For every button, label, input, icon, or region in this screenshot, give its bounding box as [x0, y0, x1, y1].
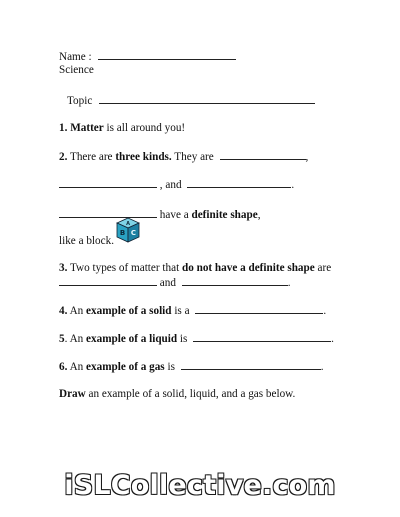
q5-bold: example of a liquid [86, 333, 178, 345]
name-blank[interactable] [98, 49, 236, 60]
question-1 [59, 121, 185, 135]
cube-letter-top: A [126, 221, 130, 227]
name-label: Name : [59, 51, 92, 63]
draw-text: an example of a solid, liquid, and a gas below. [85, 388, 296, 400]
q3-blank-2[interactable] [182, 275, 288, 286]
q2-bold: three kinds. [115, 151, 172, 163]
q2-pre: There are [67, 151, 116, 163]
q4-number: 4. [59, 305, 68, 317]
q2-number: 2. [59, 151, 68, 163]
q1-bold: Matter [70, 122, 104, 134]
definite-shape-post: , [257, 209, 261, 221]
q6-bold: example of a gas [86, 361, 165, 373]
q4-period: . [323, 305, 327, 317]
q2-comma: , [305, 151, 309, 163]
q2-blank-3[interactable] [187, 177, 291, 188]
q5-blank[interactable] [193, 331, 331, 342]
q6-pre: An [67, 361, 87, 373]
letter-block-icon [115, 216, 141, 244]
q2-period: . [291, 179, 295, 191]
q3-bold: do not have a definite shape [181, 262, 315, 274]
question-6 [59, 359, 324, 374]
q5-post: is [177, 333, 188, 345]
q2-blank-1[interactable] [220, 149, 306, 160]
cube-letter-right: C [130, 229, 137, 237]
definite-shape-bold: definite shape [191, 209, 258, 221]
q5-period: . [331, 333, 334, 345]
q3-blank-1[interactable] [59, 275, 157, 286]
definite-shape-line [59, 207, 260, 222]
q1-number: 1. [59, 122, 68, 134]
watermark-logo: iSLCollective.com [64, 470, 336, 501]
draw-instruction [59, 387, 295, 401]
subject-line: Science [59, 64, 94, 76]
q3-and: and [159, 277, 176, 289]
q4-bold: example of a solid [86, 305, 172, 317]
question-5 [59, 331, 334, 346]
q2-post: They are [171, 151, 214, 163]
q5-pre: . An [64, 333, 87, 345]
question-3-line-2 [59, 275, 291, 290]
q4-post: is a [171, 305, 190, 317]
q6-post: is [164, 361, 175, 373]
like-a-block-line: like a block. [59, 235, 114, 247]
question-3 [59, 261, 331, 275]
q4-blank[interactable] [195, 303, 323, 314]
q3-post: are [314, 262, 332, 274]
q6-number: 6. [59, 361, 68, 373]
cube-letter-left: B [119, 229, 126, 237]
q1-text: is all around you! [103, 122, 186, 134]
q6-blank[interactable] [181, 359, 321, 370]
name-line [59, 49, 236, 64]
q3-number: 3. [59, 262, 68, 274]
question-4 [59, 303, 326, 318]
definite-shape-blank[interactable] [59, 207, 157, 218]
topic-blank[interactable] [99, 93, 315, 104]
q3-period: . [287, 277, 291, 289]
q6-period: . [320, 361, 324, 373]
topic-line [67, 93, 315, 108]
q4-pre: An [67, 305, 87, 317]
question-2 [59, 149, 308, 164]
definite-shape-pre: have a [159, 209, 192, 221]
draw-bold: Draw [59, 388, 86, 400]
question-2-line-2 [59, 177, 294, 192]
q2-blank-2[interactable] [59, 177, 157, 188]
q2-and: , and [159, 179, 182, 191]
topic-label: Topic [67, 95, 93, 107]
q3-pre: Two types of matter that [67, 262, 182, 274]
q5-number: 5 [59, 333, 65, 345]
